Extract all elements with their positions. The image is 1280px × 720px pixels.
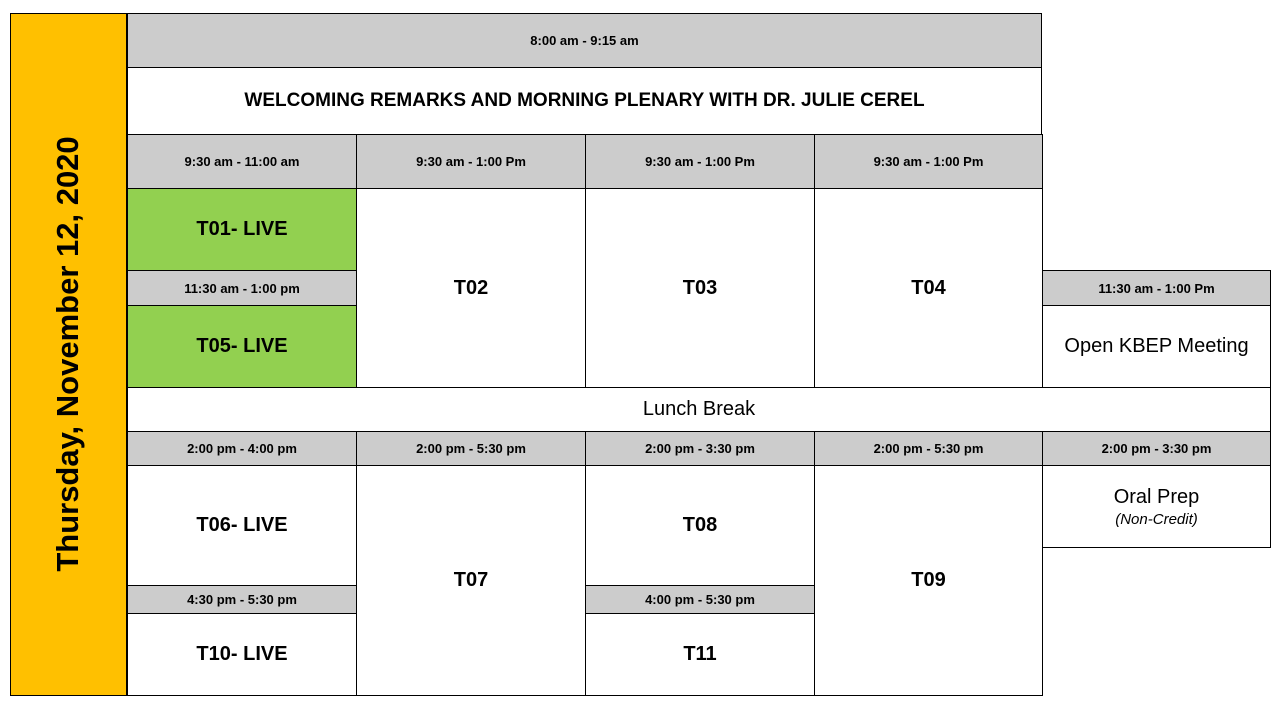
session-t10: T10- LIVE [127,613,357,696]
afternoon-col5-time: 2:00 pm - 3:30 pm [1042,431,1271,466]
session-t01: T01- LIVE [127,188,357,271]
plenary-time: 8:00 am - 9:15 am [127,13,1042,68]
session-open-kbep-meeting: Open KBEP Meeting [1042,305,1271,388]
morning-col1-time: 9:30 am - 11:00 am [127,134,357,189]
session-t05: T05- LIVE [127,305,357,388]
morning-col5-time: 11:30 am - 1:00 Pm [1042,270,1271,306]
oral-prep-note: (Non-Credit) [1115,510,1198,528]
morning-col2-time: 9:30 am - 1:00 Pm [356,134,586,189]
plenary-title: WELCOMING REMARKS AND MORNING PLENARY WITH DR. JULIE CEREL [127,67,1042,135]
session-t07: T07 [356,465,586,696]
session-t09: T09 [814,465,1043,696]
oral-prep-title: Oral Prep [1113,485,1200,508]
lunch-break: Lunch Break [127,387,1271,432]
session-t04: T04 [814,188,1043,388]
session-t06: T06- LIVE [127,465,357,586]
afternoon-col3-time: 2:00 pm - 3:30 pm [585,431,815,466]
session-oral-prep [1042,465,1271,548]
session-t08: T08 [585,465,815,586]
session-t03: T03 [585,188,815,388]
afternoon-col3-time2: 4:00 pm - 5:30 pm [585,585,815,614]
session-t11: T11 [585,613,815,696]
morning-col1-time2: 11:30 am - 1:00 pm [127,270,357,306]
session-t02: T02 [356,188,586,388]
afternoon-col2-time: 2:00 pm - 5:30 pm [356,431,586,466]
afternoon-col1-time: 2:00 pm - 4:00 pm [127,431,357,466]
day-label: Thursday, November 12, 2020 [50,136,85,572]
afternoon-col4-time: 2:00 pm - 5:30 pm [814,431,1043,466]
afternoon-col1-time2: 4:30 pm - 5:30 pm [127,585,357,614]
morning-col3-time: 9:30 am - 1:00 Pm [585,134,815,189]
morning-col4-time: 9:30 am - 1:00 Pm [814,134,1043,189]
